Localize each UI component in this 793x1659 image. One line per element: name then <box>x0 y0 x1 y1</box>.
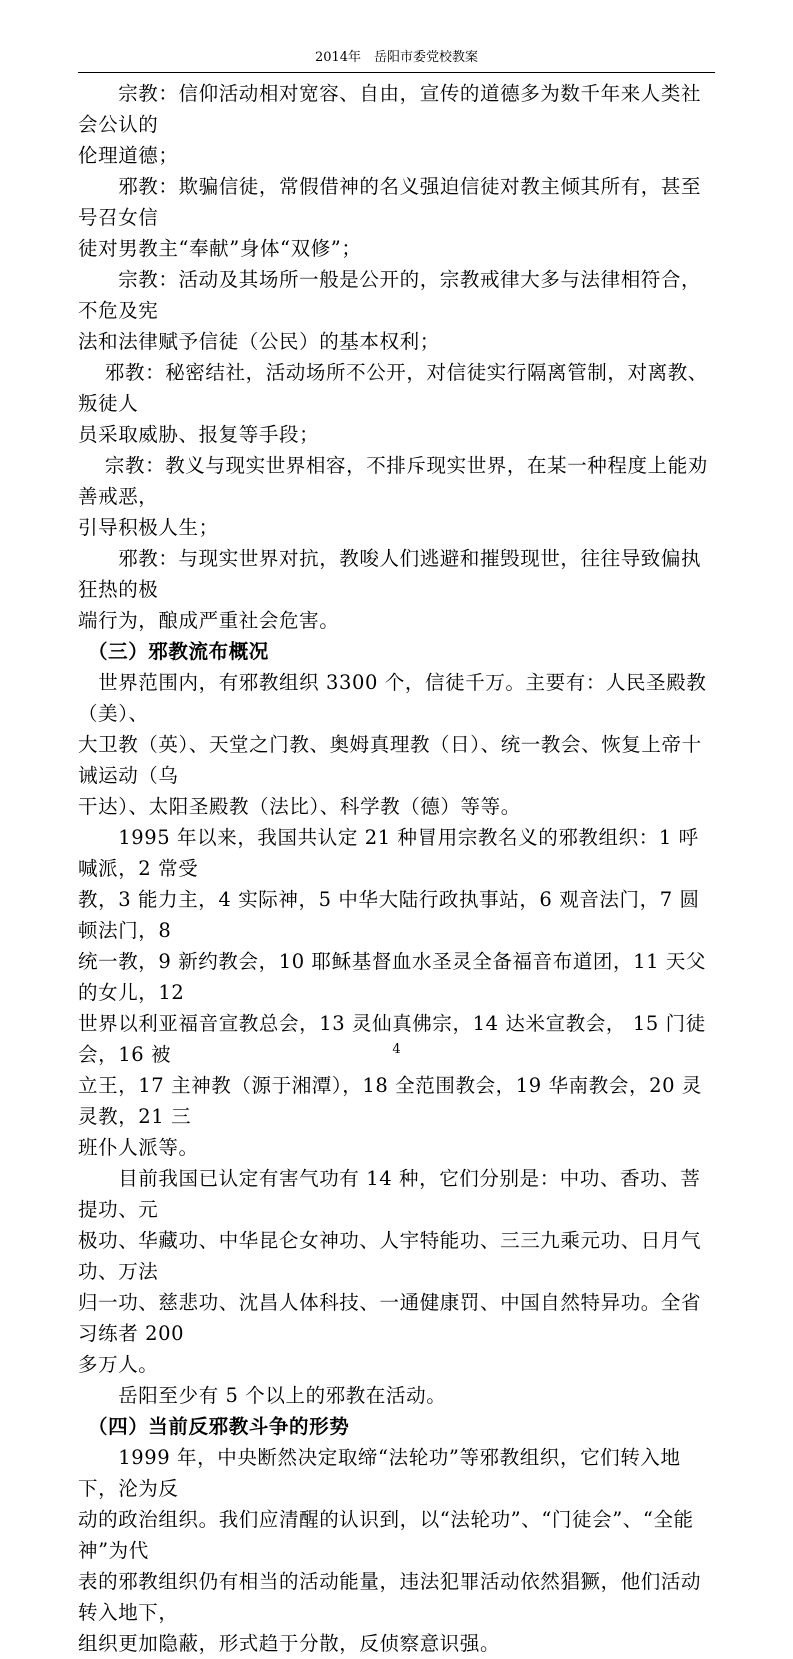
text-line: 法和法律赋予信徒（公民）的基本权利； <box>78 330 440 353</box>
text-line: 归一功、慈悲功、沈昌人体科技、一通健康罚、中国自然特异功。全省习练者 200 <box>78 1291 702 1345</box>
section-heading: （三）邪教流布概况 <box>88 640 269 663</box>
text-line: 1999 年，中央断然决定取缔“法轮功”等邪教组织，它们转入地下，沦为反 <box>78 1446 681 1500</box>
text-line: 统一教，9 新约教会，10 耶稣基督血水圣灵全备福音布道团，11 天父的女儿，12 <box>78 950 707 1004</box>
text-line: 班仆人派等。 <box>78 1136 199 1159</box>
text-line: 宗教：教义与现实世界相容，不排斥现实世界，在某一种程度上能劝善戒恶， <box>78 454 708 508</box>
text-line: 干达）、太阳圣殿教（法比）、科学教（德）等等。 <box>78 795 521 818</box>
header-divider <box>78 72 715 73</box>
text-line: 多万人。 <box>78 1353 159 1376</box>
text-line: 员采取威胁、报复等手段； <box>78 423 320 446</box>
text-line: 教，3 能力主，4 实际神，5 中华大陆行政执事站，6 观音法门，7 圆顿法门，8 <box>78 888 700 942</box>
text-line: 1995 年以来，我国共认定 21 种冒用宗教名义的邪教组织：1 呼喊派，2 常受 <box>78 826 699 880</box>
text-line: 世界范围内，有邪教组织 3300 个，信徒千万。主要有：人民圣殿教（美）、 <box>78 671 707 725</box>
text-line: 邪教：秘密结社，活动场所不公开，对信徒实行隔离管制，对离教、叛徒人 <box>78 361 708 415</box>
document-body <box>78 78 718 1659</box>
section-heading: （四）当前反邪教斗争的形势 <box>88 1415 350 1438</box>
text-line: 组织更加隐蔽，形式趋于分散，反侦察意识强。 <box>78 1632 501 1655</box>
text-line: 伦理道德； <box>78 144 179 167</box>
text-line: 宗教：信仰活动相对宽容、自由，宣传的道德多为数千年来人类社会公认的 <box>78 82 702 136</box>
text-line: 端行为，酿成严重社会危害。 <box>78 609 340 632</box>
text-line: 极功、华藏功、中华昆仑女神功、人宇特能功、三三九乘元功、日月气功、万法 <box>78 1229 702 1283</box>
text-line: 动的政治组织。我们应清醒的认识到，以“法轮功”、“门徒会”、“全能神”为代 <box>78 1508 694 1562</box>
text-line: 世界以利亚福音宣教总会，13 灵仙真佛宗，14 达米宣教会， 15 门徒会，16 被 <box>78 1012 706 1066</box>
text-line: 大卫教（英）、天堂之门教、奥姆真理教（日）、统一教会、恢复上帝十诫运动（乌 <box>78 733 702 787</box>
text-line: 徒对男教主“奉献”身体“双修”； <box>78 237 362 260</box>
text-line: 立王，17 主神教（源于湘潭），18 全范围教会，19 华南教会，20 灵灵教，21 三 <box>78 1074 702 1128</box>
page-number: 4 <box>392 1042 401 1057</box>
text-line: 目前我国已认定有害气功有 14 种，它们分别是：中功、香功、菩提功、元 <box>78 1167 701 1221</box>
text-line: 引导积极人生； <box>78 516 219 539</box>
text-line: 邪教：与现实世界对抗，教唆人们逃避和摧毁现世，往往导致偏执狂热的极 <box>78 547 702 601</box>
text-line: 邪教：欺骗信徒，常假借神的名义强迫信徒对教主倾其所有，甚至号召女信 <box>78 175 702 229</box>
text-line: 岳阳至少有 5 个以上的邪教在活动。 <box>78 1384 447 1407</box>
page-header: 2014年 岳阳市委党校教案 <box>314 50 479 65</box>
text-line: 宗教：活动及其场所一般是公开的，宗教戒律大多与法律相符合，不危及宪 <box>78 268 702 322</box>
text-line: 表的邪教组织仍有相当的活动能量，违法犯罪活动依然猖獗，他们活动转入地下， <box>78 1570 702 1624</box>
